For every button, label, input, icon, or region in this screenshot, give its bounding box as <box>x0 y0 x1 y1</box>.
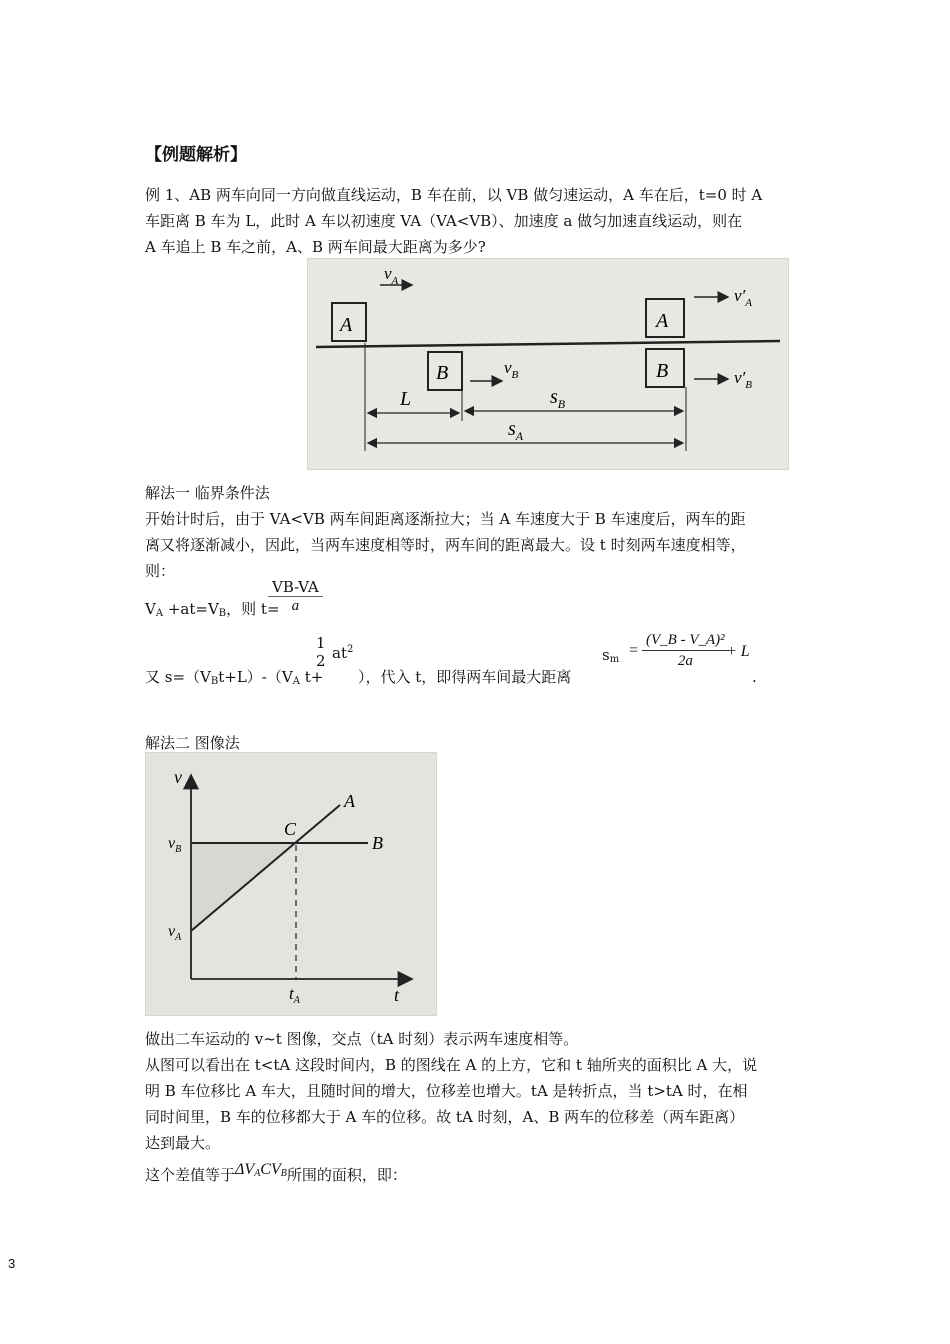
y-axis-label: v <box>174 767 182 787</box>
road-line <box>316 341 780 347</box>
half-numerator: 1 <box>316 634 326 652</box>
triangle-symbol: $\Delta V_ACV_B$ <box>235 1161 287 1179</box>
car-b-end-label: B <box>656 360 669 382</box>
method2-line-6: 这个差值等于$\Delta V_ACV_B$所围的面积，即： <box>145 1161 407 1184</box>
equation-2: 又 $s=(V_Bt+L)-(V_A$ t+ <box>145 668 324 687</box>
cars-diagram <box>307 258 789 470</box>
method2-title: 解法二 图像法 <box>145 734 240 752</box>
method2-line-4: 同时间里，B 车的位移都大于 A 车的位移。故 tA 时刻，A、B 两车的位移差（两车距离） <box>145 1108 745 1126</box>
point-c-label: C <box>284 819 297 839</box>
va-prime-label: $v'_A$ <box>734 286 752 309</box>
vb-prime-label: $v'_B$ <box>734 368 752 391</box>
method2-line-2: 从图可以看出在 t<tA 这段时间内，B 的图线在 A 的上方，它和 t 轴所夹的面积比 A 大，说 <box>145 1056 758 1074</box>
x-axis-label: t <box>394 985 400 1005</box>
sm-label: $s_m$ <box>602 646 620 665</box>
sm-plus-L: + L <box>726 643 750 660</box>
equation-2-end: . <box>752 668 757 686</box>
vt-graph <box>145 752 437 1016</box>
sm-fraction <box>642 630 729 671</box>
vb-axis-label: $v_B$ <box>168 835 182 855</box>
equation-1-denominator: a <box>291 598 300 614</box>
line-a-label: A <box>344 791 355 811</box>
dist-L-label: L <box>400 388 412 410</box>
problem-line-1: 例 1、AB 两车向同一方向做直线运动，B 车在前，以 VB 做匀速运动，A 车在后，t=0 时 A <box>145 186 763 204</box>
method1-title: 解法一 临界条件法 <box>145 484 270 502</box>
method1-line-2: 离又将逐渐减小，因此，当两车速度相等时，两车间的距离最大。设 t 时刻两车速度相等， <box>145 536 746 554</box>
half-denominator: 2 <box>316 652 326 670</box>
dist-sA-label: $s_A$ <box>508 418 524 443</box>
sm-denominator: 2a <box>677 653 693 669</box>
vb-label: $v_B$ <box>504 358 519 381</box>
equation-2-tail: ），代入 t，即得两车间最大距离 <box>358 668 572 686</box>
half-fraction <box>316 634 326 670</box>
equation-1-fraction <box>268 578 323 615</box>
method2-line-1: 做出二车运动的 v~t 图像，交点（tA 时刻）表示两车速度相等。 <box>145 1030 579 1048</box>
va-axis-label: $v_A$ <box>168 923 182 943</box>
car-a-end-label: A <box>656 310 669 332</box>
method1-line-3: 则： <box>145 562 176 580</box>
section-title: 【例题解析】 <box>145 145 247 165</box>
method2-line-3: 明 B 车位移比 A 车大，且随时间的增大，位移差也增大。tA 是转折点，当 t>tA 时，在相 <box>145 1082 748 1100</box>
sm-numerator: (V_B - V_A)² <box>642 630 729 651</box>
car-a-start-label: A <box>340 314 353 336</box>
method1-line-1: 开始计时后，由于 VA<VB 两车间距离逐渐拉大；当 A 车速度大于 B 车速度后，两车的距 <box>145 510 746 528</box>
problem-line-2: 车距离 B 车为 L，此时 A 车以初速度 VA（VA<VB）、加速度 a 做匀加速直线运动，则在 <box>145 212 743 230</box>
equation-1-numerator: VB-VA <box>268 578 323 597</box>
at-squared: $at^2$ <box>332 644 354 662</box>
line-b-label: B <box>372 833 383 853</box>
ta-label: $t_A$ <box>289 984 300 1006</box>
sm-equals: = <box>628 642 639 659</box>
va-label: $v_A$ <box>384 264 399 287</box>
dist-sB-label: $s_B$ <box>550 386 566 411</box>
cars-diagram-svg <box>308 259 788 469</box>
problem-line-3: A 车追上 B 车之前，A、B 两车间最大距离为多少? <box>145 238 486 256</box>
equation-1: $V_A +at=V_B$，则 t= <box>145 600 280 619</box>
method2-line-5: 达到最大。 <box>145 1134 221 1152</box>
page-number: 3 <box>8 1256 16 1271</box>
vt-graph-svg <box>146 753 436 1015</box>
car-b-start-label: B <box>436 362 449 384</box>
